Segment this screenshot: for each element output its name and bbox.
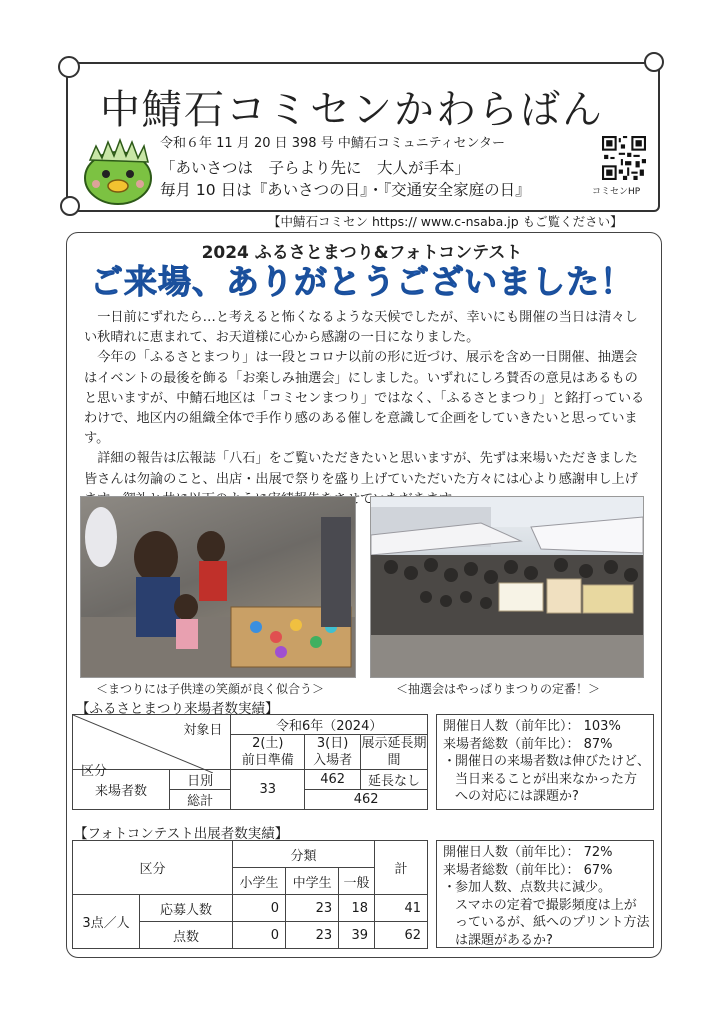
cell-extension: 延長なし: [361, 770, 428, 790]
visitors-comment-box: [436, 714, 654, 810]
header-class: 分類: [232, 841, 374, 868]
comparison-line: 開催日人数（前年比）： 103%: [443, 719, 621, 734]
contest-comment-box: [436, 840, 654, 948]
row-label-total: 総計: [170, 790, 231, 810]
article-paragraph: 今年の「ふるさとまつり」は一段とコロナ以前の形に近づけ、展示を含め一日開催、抽選会はイベントの最後を飾る「お楽しみ抽選会」にしました。いずれにしろ賛否の意見はあるものと思いますが、中鯖石地区は「コミセンまつり」ではなく、「ふるさとまつり」と銘打っているわけで、地区内の組織全体で手作り感のある催しを意識して企画をしていきたいと思っています。: [84, 350, 645, 447]
table-cell: 0: [232, 895, 285, 922]
article-paragraph: 詳細の報告は広報誌「八石」をご覧いただきたいと思いますが、先ずは来場いただきました皆さんは勿論のこと、出店・出展で祭りを盛り上げていただいた方々には心より感謝申し上げ せて: [84, 451, 638, 507]
table-cell-total: 62: [375, 922, 428, 949]
article-subtitle: 2024 ふるさとまつり&フォトコンテスト: [201, 243, 523, 263]
table-header-cell: [73, 715, 231, 779]
comment-line: は課題があるか?: [455, 932, 553, 948]
visitors-table: [72, 714, 428, 810]
photo-caption: ＜抽選会はやっぱりまつりの定番！＞: [396, 682, 601, 696]
col-junior-high: 中学生: [286, 868, 339, 895]
table-cell: 0: [232, 922, 285, 949]
scroll-curl-decoration: [644, 52, 664, 72]
website-url-notice[interactable]: 【中鯖石コミセン https:// www.c-nsaba.jp もご覧ください】: [268, 214, 623, 229]
table-cell: 39: [339, 922, 375, 949]
monthly-day-notice: 毎月 10 日は『あいさつの日』・『交通安全家庭の日』: [160, 181, 531, 199]
col-prep-day: 2(土) 前日準備: [231, 735, 305, 770]
article-headline: ご来場、ありがとうございました！: [90, 262, 634, 301]
row-label-daily: 日別: [170, 770, 231, 790]
festival-children-photo: [80, 496, 356, 678]
row-label-applicants: 応募人数: [140, 895, 233, 922]
comment-line: ・開催日の来場者数は伸びたけど、: [443, 754, 651, 769]
col-extension: 展示延長期間: [361, 736, 427, 768]
col-general: 一般: [339, 868, 375, 895]
header-target-label: 対象日: [183, 723, 223, 738]
contest-section-title: 【フォトコンテスト出展者数実績】: [74, 826, 289, 842]
newsletter-title: 中鯖石コミセンかわらばん: [100, 87, 604, 133]
col-elementary: 小学生: [232, 868, 285, 895]
comparison-line: 開催日人数（前年比）： 72%: [443, 845, 613, 860]
kappa-mascot-icon: [78, 132, 156, 206]
scroll-curl-decoration: [58, 56, 80, 78]
row-label-entries: 点数: [140, 922, 233, 949]
cell-prep-count: 33: [231, 770, 305, 810]
table-cell-total: 41: [375, 895, 428, 922]
comment-line: への対応には課題か?: [455, 789, 579, 804]
comparison-line: 来場者総数（前年比）： 67%: [443, 862, 613, 878]
bullet-mark: ・: [443, 754, 457, 769]
comment-line: っているが、紙へのプリント方法: [455, 915, 650, 930]
header-category: 区分: [73, 841, 233, 895]
article-paragraph: 一日前にずれたら…と考えると怖くなるような天候でしたが、幸いにも開催の当日は清々しい秋晴れに恵まれて、お天道様に心から感謝の一日になりました。: [84, 310, 638, 346]
table-cell: 23: [286, 922, 339, 949]
comment-line: スマホの定着で撮影頻度は上が: [455, 897, 637, 913]
table-cell: 23: [286, 895, 339, 922]
header-total: 計: [375, 841, 428, 895]
row-label-visitors: 来場者数: [73, 770, 170, 810]
bullet-mark: ・: [443, 880, 457, 895]
issue-info: 令和６年 11 月 20 日 398 号 中鯖石コミュニティセンター: [160, 136, 506, 151]
scroll-curl-decoration: [60, 196, 80, 216]
article-body: [84, 308, 646, 510]
visitors-section-title: 【ふるさとまつり来場者数実績】: [76, 701, 279, 717]
header-category-label: 区分: [81, 764, 108, 779]
table-cell: 18: [339, 895, 375, 922]
comparison-line: 来場者総数（前年比）： 87%: [443, 736, 613, 752]
greeting-slogan: 「あいさつは 子らより先に 大人が手本」: [160, 159, 471, 177]
lottery-event-photo: [370, 496, 644, 678]
comment-line: 当日来ることが出来なかった方: [455, 771, 638, 787]
cell-total-count: 462: [305, 790, 428, 810]
photo-contest-table: [72, 840, 428, 949]
qr-code-icon[interactable]: [602, 136, 646, 180]
photo-caption: ＜まつりには子供達の笑顔が良く似合う＞: [96, 682, 325, 696]
col-event-day: 3(日) 入場者: [305, 735, 361, 770]
comment-line: ・参加人数、点数共に減少。: [443, 880, 612, 895]
qr-code-label: コミセンHP: [592, 187, 641, 197]
header-year: 令和6年（2024）: [231, 715, 428, 735]
cell-visitor-count: 462: [305, 770, 361, 790]
unit-label: 3点／人: [73, 895, 140, 949]
